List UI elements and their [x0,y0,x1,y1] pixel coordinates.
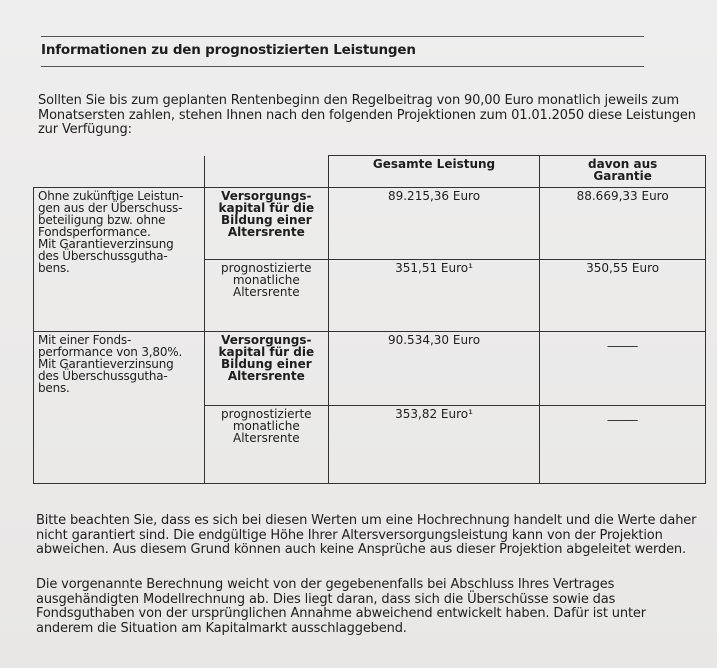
guarantee-value: 350,55 Euro [540,260,706,332]
guarantee-value: _____ [540,332,706,406]
top-rule [41,36,644,37]
total-value: 90.534,30 Euro [328,332,540,406]
header-blank-cell [34,156,205,188]
projection-table [33,155,706,484]
total-value: 353,82 Euro¹ [328,406,540,484]
row-label: prognostizierte monatliche Altersrente [204,260,328,332]
scenario-description: Mit einer Fonds- performance von 3,80%. Mit Garantieverzinsung des Überschussgutha- bens. [34,332,205,484]
header-guarantee-cell: davon aus Garantie [540,156,706,188]
heading-underline [41,66,644,67]
table-row [34,332,706,406]
table-header-row [34,156,706,188]
table-row [34,188,706,260]
guarantee-value: 88.669,33 Euro [540,188,706,260]
guarantee-value: _____ [540,406,706,484]
header-blank-cell [204,156,328,188]
row-label: prognostizierte monatliche Altersrente [204,406,328,484]
calculation-note-paragraph: Die vorgenannte Berechnung weicht von der gegebenenfalls bei Abschluss Ihres Vertrages ausgehändigten Modellrechnung ab. Dies liegt daran, dass sich die Überschüsse sowie das Fondsguthaben von der ursprünglichen Annahme abweichend entwickelt haben. Dafür ist unter anderem die Situation am Kapitalmarkt ausschlaggebend. [36,577,646,636]
intro-paragraph: Sollten Sie bis zum geplanten Rentenbeginn den Regelbeitrag von 90,00 Euro monatlich jeweils zum Monatsersten zahlen, stehen Ihnen nach den folgenden Projektionen zum 01.01.2050 diese Leistungen zur Verfügung: [38,93,696,137]
row-label: Versorgungs- kapital für die Bildung einer Altersrente [204,188,328,260]
header-total-cell: Gesamte Leistung [328,156,540,188]
disclaimer-paragraph: Bitte beachten Sie, dass es sich bei diesen Werten um eine Hochrechnung handelt und die Werte daher nicht garantiert sind. Die endgültige Höhe Ihrer Altersversorgungsleistung kann von der Projektion abweichen. Aus diesem Grund können auch keine Ansprüche aus dieser Projektion abgeleitet werden. [36,513,697,557]
total-value: 89.215,36 Euro [328,188,540,260]
scenario-description: Ohne zukünftige Leistun- gen aus der Überschuss- beteiligung bzw. ohne Fondsperformance. Mit Garantieverzinsung des Überschussgutha- bens. [34,188,205,332]
section-title: Informationen zu den prognostizierten Leistungen [41,42,416,58]
total-value: 351,51 Euro¹ [328,260,540,332]
row-label: Versorgungs- kapital für die Bildung einer Altersrente [204,332,328,406]
